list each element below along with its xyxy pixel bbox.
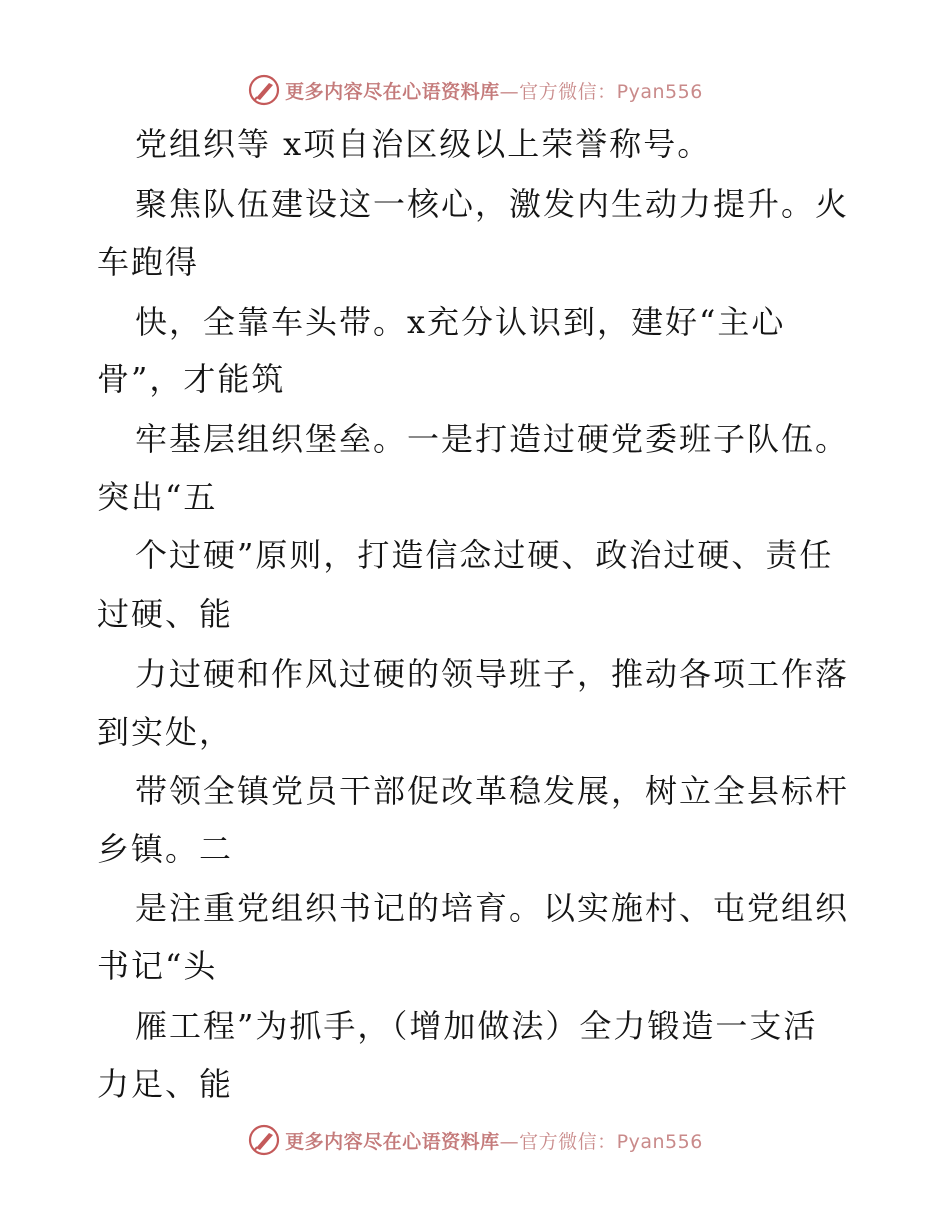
text-line: 雁工程”为抓手，（增加做法）全力锻造一支活 — [135, 1007, 818, 1045]
text-line: 个过硬”原则，打造信念过硬、政治过硬、责任 — [135, 536, 834, 574]
watermark-text — [285, 77, 703, 104]
text-line: 乡镇。二 — [97, 830, 234, 868]
watermark-text — [285, 1127, 703, 1154]
text-line: 快，全靠车头带。x充分认识到，建好“主心 — [135, 303, 786, 341]
watermark-dash: — — [499, 1130, 520, 1153]
text-line: 带领全镇党员干部促改革稳发展，树立全县标杆 — [135, 772, 850, 810]
text-line: 到实处， — [97, 713, 234, 751]
text-line: 党组织等 x项自治区级以上荣誉称号。 — [135, 125, 712, 163]
quill-pen-seal-icon — [247, 73, 281, 107]
watermark-dash: — — [499, 80, 520, 103]
watermark-suffix: 官方微信：Pyan556 — [519, 80, 703, 103]
watermark-main: 更多内容尽在心语资料库 — [285, 1130, 500, 1153]
text-line: 力足、能 — [97, 1065, 234, 1103]
text-line: 力过硬和作风过硬的领导班子，推动各项工作落 — [135, 655, 850, 693]
header-watermark — [0, 70, 950, 110]
quill-pen-seal-icon — [247, 1123, 281, 1157]
text-line: 牢基层组织堡垒。一是打造过硬党委班子队伍。 — [135, 420, 850, 458]
text-line: 车跑得 — [97, 243, 200, 281]
text-line: 过硬、能 — [97, 595, 234, 633]
footer-watermark — [0, 1120, 950, 1160]
text-line: 聚焦队伍建设这一核心，激发内生动力提升。火 — [135, 185, 850, 223]
text-line: 书记“头 — [97, 947, 218, 985]
watermark-suffix: 官方微信：Pyan556 — [519, 1130, 703, 1153]
watermark-main: 更多内容尽在心语资料库 — [285, 80, 500, 103]
text-line: 是注重党组织书记的培育。以实施村、屯党组织 — [135, 889, 850, 927]
text-line: 骨”，才能筑 — [97, 360, 286, 398]
text-line: 突出“五 — [97, 478, 218, 516]
